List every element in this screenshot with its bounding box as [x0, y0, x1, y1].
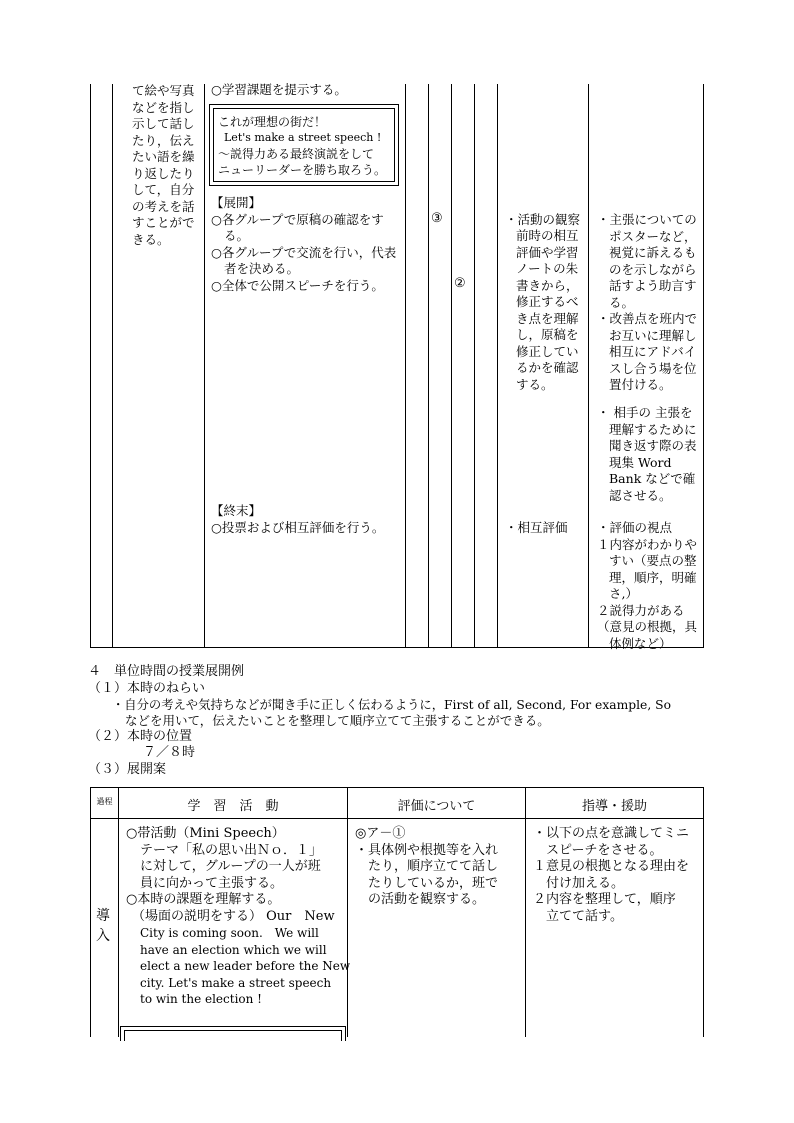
table-border	[451, 84, 452, 648]
guidance-block-2	[597, 405, 697, 504]
evaluation-line: たり，順序立てて話し	[368, 859, 499, 874]
section-title: ４ 単位時間の授業展開例	[88, 664, 245, 679]
eval-mark-2: ②	[454, 276, 466, 291]
header-activity: 学 習 活 動	[187, 799, 279, 814]
tenkai-item: 者を決める。	[224, 261, 300, 276]
eval-mutual: ・相互評価	[505, 520, 568, 535]
eval-line: ノートの朱	[516, 261, 579, 276]
aim-text-line: などを用いて，伝えたいことを整理して順序立てて主張することができる。	[125, 713, 550, 728]
guidance-line: 立てて話す。	[546, 908, 623, 924]
guidance-line: ２説得力がある	[597, 602, 685, 618]
stage-char: 導	[96, 908, 110, 924]
evaluation-line: ・具体例や根拠等を入れ	[355, 842, 499, 858]
present-task: ○学習課題を提示する。	[211, 82, 347, 97]
evaluation-line: の活動を観察する。	[368, 892, 486, 907]
activity-line: （場面の説明をする） Our New	[132, 908, 335, 924]
guidance-line: ポスターなど，	[609, 228, 697, 244]
guidance-line: 付け加える。	[546, 875, 625, 891]
guidance-line: １意見の根拠となる理由を	[533, 859, 690, 874]
activity-line: に対して，グループの一人が班	[140, 859, 321, 874]
objective-line: て絵や写真	[132, 83, 195, 98]
guidance-line: 置付ける。	[609, 377, 672, 392]
guidance-line: １内容がわかりや	[597, 536, 698, 552]
table-border	[204, 84, 205, 648]
objective-line: たい語を繰	[132, 149, 195, 164]
table-border	[90, 818, 704, 819]
task-english: Let's make a street speech !	[224, 131, 382, 144]
plan-activity	[126, 826, 350, 1008]
activity-line: ○本時の課題を理解する。	[126, 892, 281, 907]
aim-text-line: ・自分の考えや気持ちなどが聞き手に正しく伝わるように，First of all, Second, For example, So	[112, 698, 671, 712]
guidance-line: ・改善点を班内で	[597, 311, 698, 326]
shumatsu-item: ○投票および相互評価を行う。	[211, 520, 385, 535]
guidance-line: のを示しながら	[609, 261, 697, 277]
table-border	[474, 84, 475, 648]
objective-line: の考えを話	[132, 198, 195, 214]
table-border	[497, 84, 498, 648]
eval-lines	[516, 228, 579, 393]
guidance-line: ・主張についての	[597, 212, 697, 227]
eval-line: する。	[516, 376, 554, 392]
guidance-line: 話すよう助言す	[609, 278, 697, 293]
objective-line: り返したり	[132, 165, 195, 181]
evaluation-line: ◎ア－①	[355, 826, 406, 841]
eval-line: し，原稿を	[516, 327, 579, 342]
task-title: これが理想の街だ！	[218, 115, 327, 129]
guidance-line: すい（要点の整	[609, 553, 697, 568]
objective-line: 示して話し	[132, 116, 195, 131]
guidance-line: さ,）	[609, 586, 638, 601]
guidance-line: 聞き返す際の表	[609, 438, 697, 453]
objective-line: して，自分	[132, 182, 195, 197]
task-subtitle: ～説得力ある最終演説をして	[218, 147, 375, 161]
eval-line: 修正してい	[516, 343, 579, 359]
table-border	[90, 787, 704, 788]
guidance-line: スピーチをさせる。	[546, 842, 663, 858]
header-evaluation: 評価について	[397, 799, 476, 814]
activity-line: city. Let's make a street speech	[140, 975, 332, 990]
guidance-line: お互いに理解し	[609, 327, 697, 343]
table-border	[525, 787, 526, 1037]
table-border	[703, 787, 704, 1037]
guidance-line: 認させる。	[609, 487, 672, 503]
objective-line: などを指し	[132, 99, 195, 115]
activity-line: ○帯活動（Mini Speech）	[126, 826, 285, 841]
eval-line: ・活動の観察	[505, 212, 581, 227]
guidance-line: Bank などで確	[609, 471, 696, 486]
task-box-text	[218, 114, 386, 178]
aim-heading: （１）本時のねらい	[88, 681, 206, 696]
guidance-line: 理，順序，明確	[609, 569, 697, 585]
activity-line: elect a new leader before the New	[140, 959, 351, 973]
table-border	[90, 787, 91, 1037]
objective-line: すことがで	[132, 215, 195, 230]
plan-evaluation	[355, 826, 498, 909]
eval-line: 書きから，	[516, 277, 579, 293]
plan-guidance	[533, 826, 689, 925]
objective-line: たり，伝え	[132, 132, 195, 148]
table-border	[703, 84, 704, 648]
tenkai-item: ○各グループで交流を行い，代表	[211, 245, 397, 260]
header-stage: 過程	[96, 797, 113, 806]
table-border	[588, 84, 589, 648]
objective-column	[132, 83, 195, 248]
tenkai-item: ○全体で公開スピーチを行う。	[211, 278, 384, 293]
table-border	[428, 84, 429, 648]
guidance-line: 視覚に訴えるも	[609, 245, 697, 260]
plan-heading: （３）展開案	[88, 762, 167, 777]
guidance-line: る。	[609, 294, 635, 310]
eval-line: 修正するべ	[516, 294, 579, 309]
shumatsu-heading: 【終末】	[211, 503, 262, 518]
evaluation-line: たりしているか，班で	[368, 875, 499, 891]
stage-char: 入	[96, 928, 110, 944]
activity-line: have an election which we will	[140, 942, 327, 957]
stage-label	[96, 906, 110, 946]
objective-line: きる。	[132, 231, 170, 247]
task-box-inner	[124, 1030, 342, 1041]
eval-line: るかを確認	[516, 360, 579, 375]
guidance-line: 相互にアドバイ	[609, 344, 697, 359]
table-border	[118, 787, 119, 1037]
tenkai-heading: 【展開】	[211, 195, 262, 210]
table-border	[90, 84, 91, 648]
eval-line: き点を理解	[516, 310, 579, 326]
guidance-line: （意見の根拠，具	[597, 619, 698, 634]
guidance-line: ・以下の点を意識してミニ	[533, 826, 690, 841]
guidance-line: 理解するために	[609, 421, 697, 437]
activity-line: City is coming soon. We will	[140, 926, 319, 940]
tenkai-item: ○各グループで原稿の確認をす	[211, 212, 384, 227]
position-heading: （２）本時の位置	[88, 729, 193, 744]
eval-line: 評価や学習	[516, 244, 579, 260]
guidance-block-3	[597, 520, 697, 652]
guidance-line: 現集 Word	[609, 454, 672, 470]
activity-line: to win the election !	[140, 992, 262, 1006]
activity-line: 員に向かって主張する。	[140, 875, 284, 891]
eval-mark-3: ③	[431, 211, 443, 226]
guidance-line: ・評価の視点	[597, 520, 673, 535]
position-value: ７／８時	[143, 745, 196, 760]
task-subtitle: ニューリーダーを勝ち取ろう。	[218, 163, 387, 177]
guidance-block-1	[597, 212, 697, 394]
table-border	[405, 84, 406, 648]
guidance-line: 体例など）	[609, 635, 672, 651]
guidance-line: ・ 相手の 主張を	[597, 405, 693, 420]
header-guidance: 指導・援助	[581, 799, 647, 814]
activity-line: テーマ「私の思い出Ｎｏ．１」	[140, 842, 323, 858]
guidance-line: ２内容を整理して，順序	[533, 892, 676, 907]
eval-line: 前時の相互	[516, 228, 579, 243]
guidance-line: スし合う場を位	[609, 360, 697, 376]
tenkai-item: る。	[224, 228, 250, 243]
table-border	[112, 84, 113, 648]
